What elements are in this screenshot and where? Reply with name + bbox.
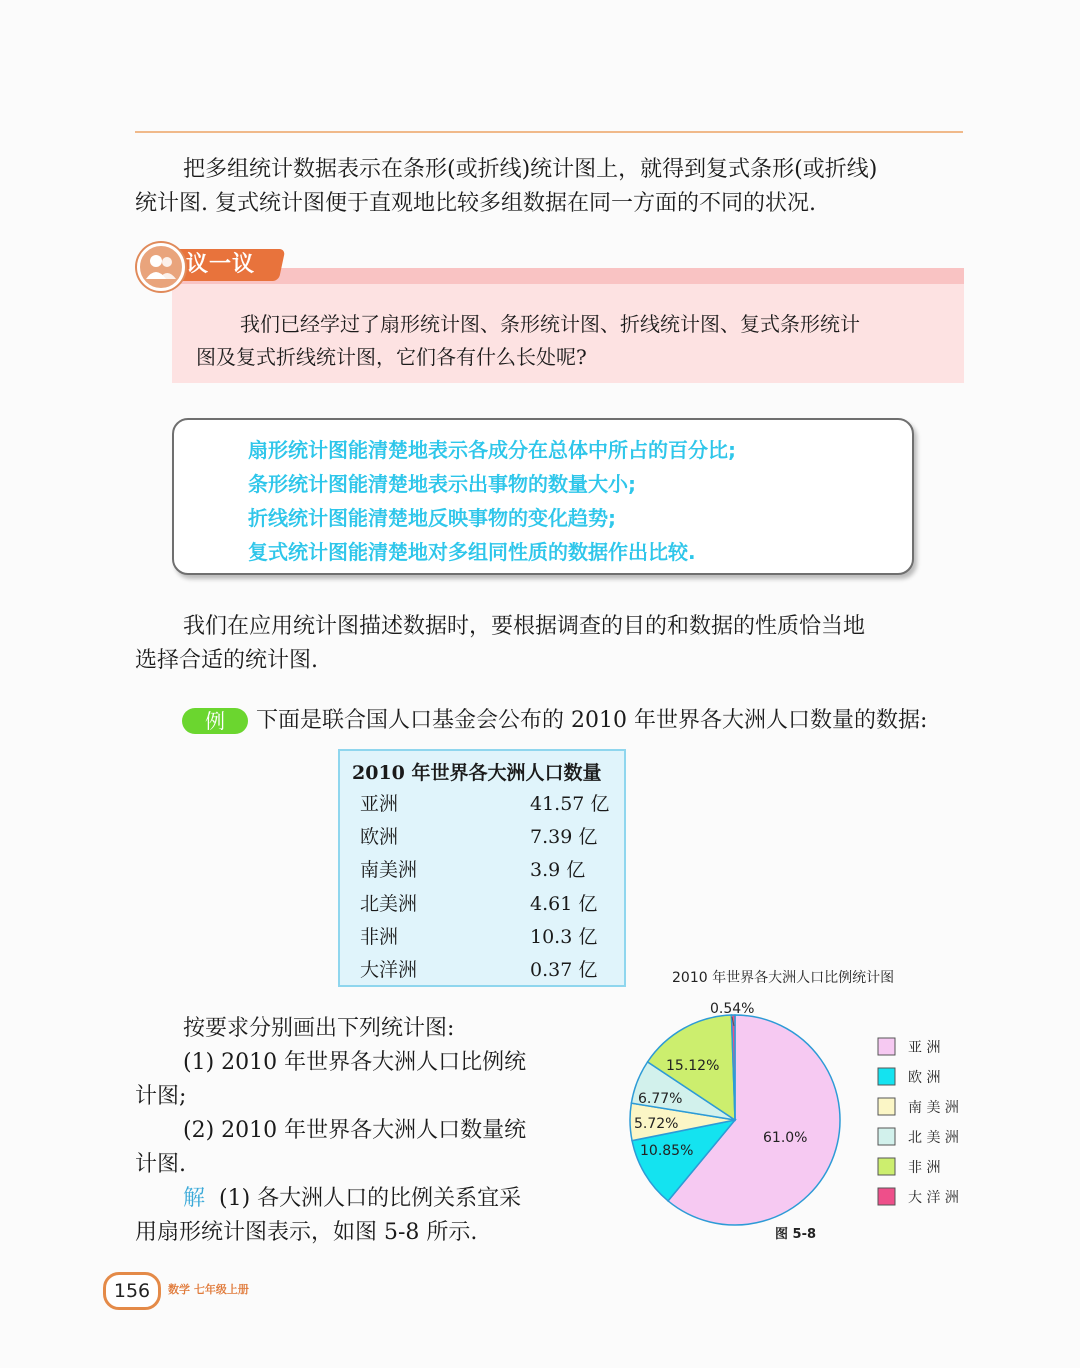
legend-label: 非 洲 [908, 1160, 941, 1176]
summary-line: 条形统计图能清楚地表示出事物的数量大小; [248, 472, 636, 496]
intro-paragraph [135, 153, 965, 221]
task-line: (1) 各大洲人口的比例关系宜采 [219, 1186, 522, 1211]
legend-swatch [878, 1068, 895, 1085]
task-line: (1) 2010 年世界各大洲人口比例统 [183, 1050, 527, 1075]
table-row: 欧洲 7.39 亿 [360, 826, 598, 848]
pie-value-label: 61.0% [763, 1130, 808, 1146]
discussion-label: 议一议 [169, 249, 286, 281]
task-paragraph [135, 1012, 595, 1250]
discussion-line-2: 图及复式折线统计图，它们各有什么长处呢? [196, 345, 587, 369]
table-row: 非洲 10.3 亿 [360, 926, 598, 948]
discussion-box-header [172, 268, 964, 284]
table-row: 南美洲 3.9 亿 [360, 859, 586, 881]
paragraph-2 [135, 610, 965, 678]
task-line: 计图; [135, 1084, 187, 1109]
chart-title: 2010 年世界各大洲人口比例统计图 [672, 970, 895, 986]
legend-label: 北 美 洲 [908, 1130, 959, 1146]
summary-line: 扇形统计图能清楚地表示各成分在总体中所占的百分比; [248, 438, 736, 462]
task-line: 计图. [135, 1152, 186, 1177]
pie-value-label: 5.72% [634, 1116, 679, 1132]
chart-caption: 图 5-8 [775, 1227, 817, 1242]
legend-swatch [878, 1188, 895, 1205]
page-number: 156 [103, 1272, 161, 1310]
legend-label: 大 洋 洲 [908, 1190, 959, 1206]
summary-line: 复式统计图能清楚地对多组同性质的数据作出比较. [248, 540, 696, 564]
task-line: 用扇形统计图表示，如图 5-8 所示. [135, 1220, 478, 1245]
legend-swatch [878, 1038, 895, 1055]
para2-line-2: 选择合适的统计图. [135, 648, 318, 673]
intro-line-1: 把多组统计数据表示在条形(或折线)统计图上，就得到复式条形(或折线) [183, 157, 878, 182]
legend-swatch [878, 1158, 895, 1175]
task-line: (2) 2010 年世界各大洲人口数量统 [183, 1118, 527, 1143]
discussion-line-1: 我们已经学过了扇形统计图、条形统计图、折线统计图、复式条形统计 [240, 312, 860, 336]
legend-label: 欧 洲 [908, 1070, 941, 1086]
intro-line-2: 统计图. 复式统计图便于直观地比较多组数据在同一方面的不同的状况. [135, 191, 816, 216]
people-icon [137, 243, 185, 291]
example-badge: 例 [182, 708, 248, 734]
pie-value-label: 0.54% [710, 1001, 755, 1017]
legend-swatch [878, 1128, 895, 1145]
legend-swatch [878, 1098, 895, 1115]
table-row: 大洋洲 0.37 亿 [360, 959, 598, 981]
summary-box [172, 418, 914, 575]
table-title: 2010 年世界各大洲人口数量 [352, 762, 602, 784]
top-rule [135, 131, 963, 133]
para2-line-1: 我们在应用统计图描述数据时，要根据调查的目的和数据的性质恰当地 [183, 614, 866, 639]
legend-label: 南 美 洲 [908, 1100, 959, 1116]
book-title: 数学 七年级上册 [168, 1283, 249, 1296]
pie-value-label: 10.85% [640, 1143, 694, 1159]
pie-value-label: 6.77% [638, 1091, 683, 1107]
solution-label: 解 [183, 1186, 206, 1211]
summary-line: 折线统计图能清楚地反映事物的变化趋势; [248, 506, 616, 530]
discussion-text [196, 308, 944, 374]
population-pie-chart [600, 960, 1000, 1250]
population-table [338, 749, 626, 987]
pie-value-label: 15.12% [666, 1058, 720, 1074]
legend-label: 亚 洲 [908, 1040, 941, 1056]
example-text: 下面是联合国人口基金会公布的 2010 年世界各大洲人口数量的数据: [256, 708, 928, 733]
table-row: 北美洲 4.61 亿 [360, 893, 598, 915]
task-line: 按要求分别画出下列统计图: [183, 1016, 455, 1041]
table-row: 亚洲 41.57 亿 [360, 793, 610, 815]
